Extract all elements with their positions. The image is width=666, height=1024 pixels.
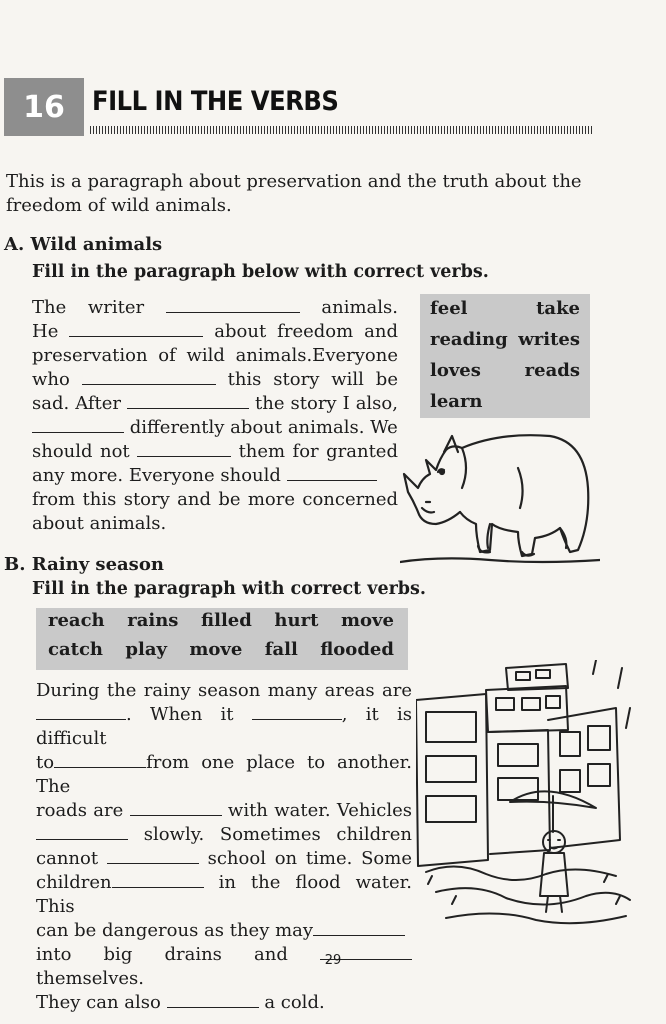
page-number: 29 [324, 953, 342, 968]
paragraph-line: any more. Everyone should [32, 464, 398, 488]
answer-blank[interactable] [36, 825, 128, 840]
word-bank-word: learn [430, 391, 483, 412]
word-bank-row [430, 391, 580, 422]
word-bank-row [48, 639, 394, 668]
paragraph-line: cannot school on time. Some [36, 848, 412, 869]
answer-blank[interactable] [130, 801, 222, 816]
paragraph-line: differently about animals. We [32, 416, 398, 440]
page-title: FILL IN THE VERBS [92, 86, 339, 117]
paragraph-line: sad. After the story I also, [32, 393, 398, 414]
answer-blank[interactable] [166, 298, 300, 313]
answer-blank[interactable] [287, 466, 377, 481]
answer-blank[interactable] [167, 993, 259, 1008]
intro-paragraph [6, 170, 606, 218]
paragraph-line: can be dangerous as they may [36, 919, 412, 943]
section-a-label: A. Wild animals [4, 234, 163, 255]
paragraph-line: to from one place to another. The [36, 752, 412, 797]
paragraph-line: preservation of wild animals.Everyone [32, 345, 398, 366]
answer-blank[interactable] [107, 849, 199, 864]
section-b-label: B. Rainy season [4, 554, 164, 575]
answer-blank[interactable] [36, 705, 126, 720]
section-a-instruction: Fill in the paragraph below with correct verbs. [32, 262, 489, 282]
section-b-word-bank [36, 608, 408, 670]
paragraph-line: who this story will be [32, 369, 398, 390]
paragraph-line: They can also a cold. [36, 992, 325, 1013]
word-bank-word: loves [430, 360, 481, 381]
answer-blank[interactable] [69, 322, 203, 337]
word-bank-word: catch [48, 639, 103, 660]
answer-blank[interactable] [32, 418, 124, 433]
title-rule [90, 126, 594, 134]
flooded-city-icon [416, 660, 636, 930]
word-bank-word: reach [48, 610, 105, 631]
word-bank-word: reads [524, 360, 580, 381]
paragraph-line: into big drains and themselves. [36, 943, 412, 991]
answer-blank[interactable] [252, 705, 342, 720]
intro-line: This is a paragraph about preservation and the truth about the [6, 171, 582, 192]
section-a-paragraph [32, 296, 398, 536]
word-bank-row [48, 610, 394, 639]
answer-blank[interactable] [112, 873, 204, 888]
answer-blank[interactable] [82, 370, 216, 385]
word-bank-word: move [189, 639, 243, 660]
paragraph-line: about animals. [32, 513, 167, 534]
answer-blank[interactable] [313, 921, 405, 936]
rhino-icon [400, 428, 600, 568]
word-bank-word: flooded [320, 639, 394, 660]
section-a-word-bank [420, 294, 590, 418]
lesson-number-box [4, 78, 84, 136]
paragraph-line: . When it , it is difficult [36, 704, 412, 749]
answer-blank[interactable] [137, 442, 231, 457]
word-bank-word: reading [430, 329, 508, 350]
paragraph-line: During the rainy season many areas are [36, 680, 412, 701]
word-bank-word: take [536, 298, 580, 319]
word-bank-word: rains [127, 610, 179, 631]
lesson-number: 16 [23, 89, 65, 125]
word-bank-row [430, 360, 580, 391]
paragraph-line: from this story and be more concerned [32, 489, 398, 510]
word-bank-word: writes [518, 329, 580, 350]
intro-line: freedom of wild animals. [6, 195, 232, 216]
word-bank-word: move [340, 610, 394, 631]
answer-blank[interactable] [54, 753, 146, 768]
paragraph-line: The writer animals. [32, 297, 398, 318]
word-bank-word: fall [264, 639, 298, 660]
paragraph-line: roads are with water. Vehicles [36, 800, 412, 821]
paragraph-line: He about freedom and [32, 321, 398, 342]
section-b-instruction: Fill in the paragraph with correct verbs. [32, 579, 426, 599]
word-bank-word: filled [201, 610, 252, 631]
word-bank-word: play [125, 639, 167, 660]
word-bank-word: feel [430, 298, 468, 319]
paragraph-line: slowly. Sometimes children [36, 823, 412, 847]
word-bank-word: hurt [274, 610, 319, 631]
word-bank-row [430, 329, 580, 360]
paragraph-line: should not them for granted [32, 441, 398, 462]
paragraph-line: children in the flood water. This [36, 872, 412, 917]
word-bank-row [430, 298, 580, 329]
answer-blank[interactable] [127, 394, 249, 409]
